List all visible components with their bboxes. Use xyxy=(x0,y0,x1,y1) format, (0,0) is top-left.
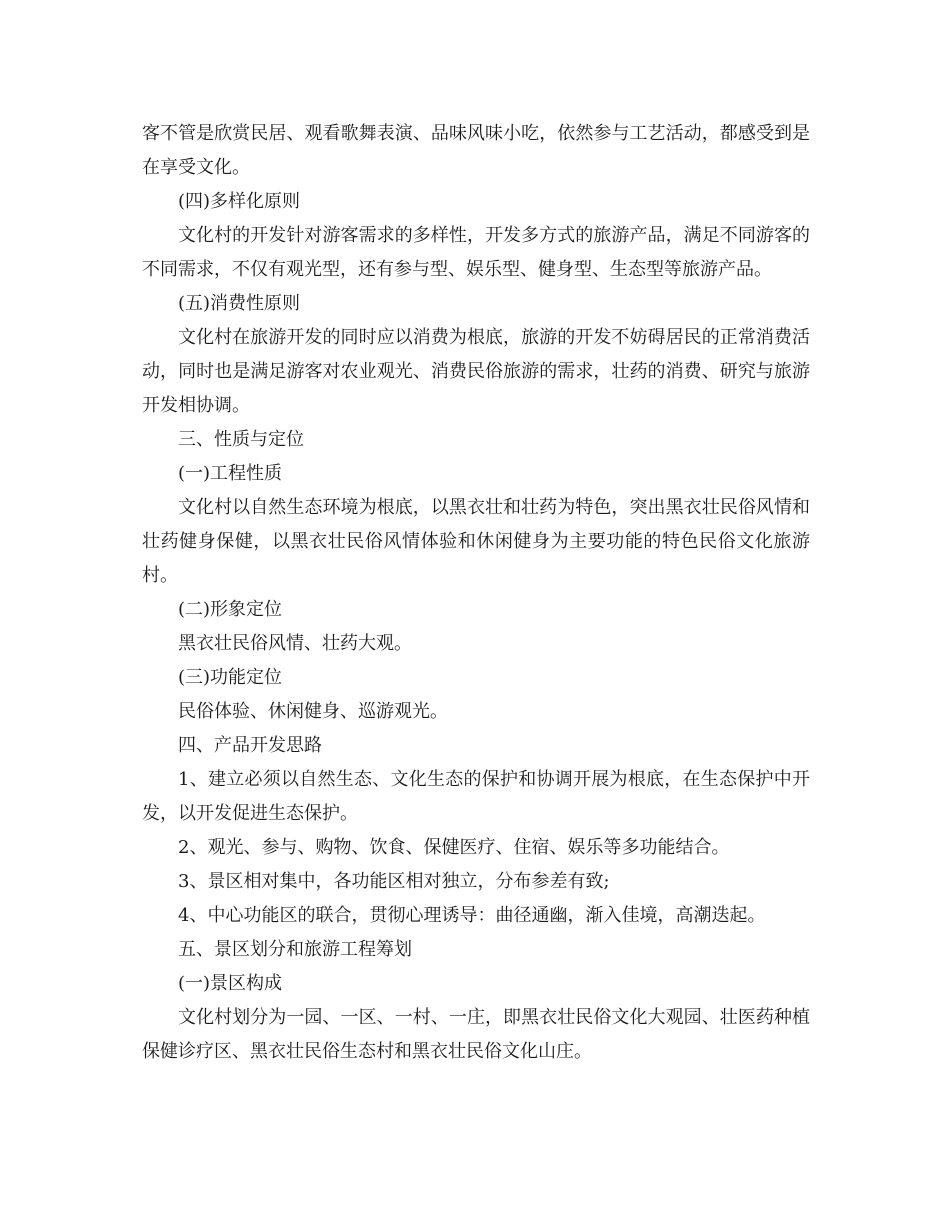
list-item-4: 4、中心功能区的联合，贯彻心理诱导：曲径通幽，渐入佳境，高潮迭起。 xyxy=(178,905,766,926)
paragraph-image-positioning: 黑衣壮民俗风情、壮药大观。 xyxy=(178,633,412,654)
heading-scenic-composition: (一)景区构成 xyxy=(178,973,283,994)
heading-consumption-principle: (五)消费性原则 xyxy=(178,293,301,314)
heading-nature-positioning: 三、性质与定位 xyxy=(178,429,304,450)
heading-scenic-division: 五、景区划分和旅游工程筹划 xyxy=(178,939,412,960)
paragraph-function-positioning: 民俗体验、休闲健身、巡游观光。 xyxy=(178,701,448,722)
paragraph-consumption: 文化村在旅游开发的同时应以消费为根底，旅游的开发不妨碍居民的正常消费活动，同时也是满足游客对农业观光、消费民俗旅游的需求，壮药的消费、研究与旅游开发相协调。 xyxy=(142,327,810,416)
paragraph-diversity: 文化村的开发针对游客需求的多样性，开发多方式的旅游产品，满足不同游客的不同需求，不仅有观光型，还有参与型、娱乐型、健身型、生态型等旅游产品。 xyxy=(142,225,810,280)
list-item-3: 3、景区相对集中，各功能区相对独立，分布参差有致; xyxy=(178,871,610,892)
heading-diversity-principle: (四)多样化原则 xyxy=(178,191,301,212)
paragraph-project-nature: 文化村以自然生态环境为根底，以黑衣壮和壮药为特色，突出黑衣壮民俗风情和壮药健身保健，以黑衣壮民俗风情体验和休闲健身为主要功能的特色民俗文化旅游村。 xyxy=(142,497,810,586)
document-body xyxy=(142,117,810,1069)
paragraph-scenic-composition: 文化村划分为一园、一区、一村、一庄，即黑衣壮民俗文化大观园、壮医药种植保健诊疗区、黑衣壮民俗生态村和黑衣壮民俗文化山庄。 xyxy=(142,1007,810,1062)
heading-project-nature: (一)工程性质 xyxy=(178,463,283,484)
heading-image-positioning: (二)形象定位 xyxy=(178,599,283,620)
heading-function-positioning: (三)功能定位 xyxy=(178,667,283,688)
paragraph-intro: 客不管是欣赏民居、观看歌舞表演、品味风味小吃，依然参与工艺活动，都感受到是在享受文化。 xyxy=(142,123,810,178)
list-item-1: 1、建立必须以自然生态、文化生态的保护和协调开展为根底，在生态保护中开发，以开发促进生态保护。 xyxy=(142,769,810,824)
heading-product-development: 四、产品开发思路 xyxy=(178,735,322,756)
list-item-2: 2、观光、参与、购物、饮食、保健医疗、住宿、娱乐等多功能结合。 xyxy=(178,837,730,858)
